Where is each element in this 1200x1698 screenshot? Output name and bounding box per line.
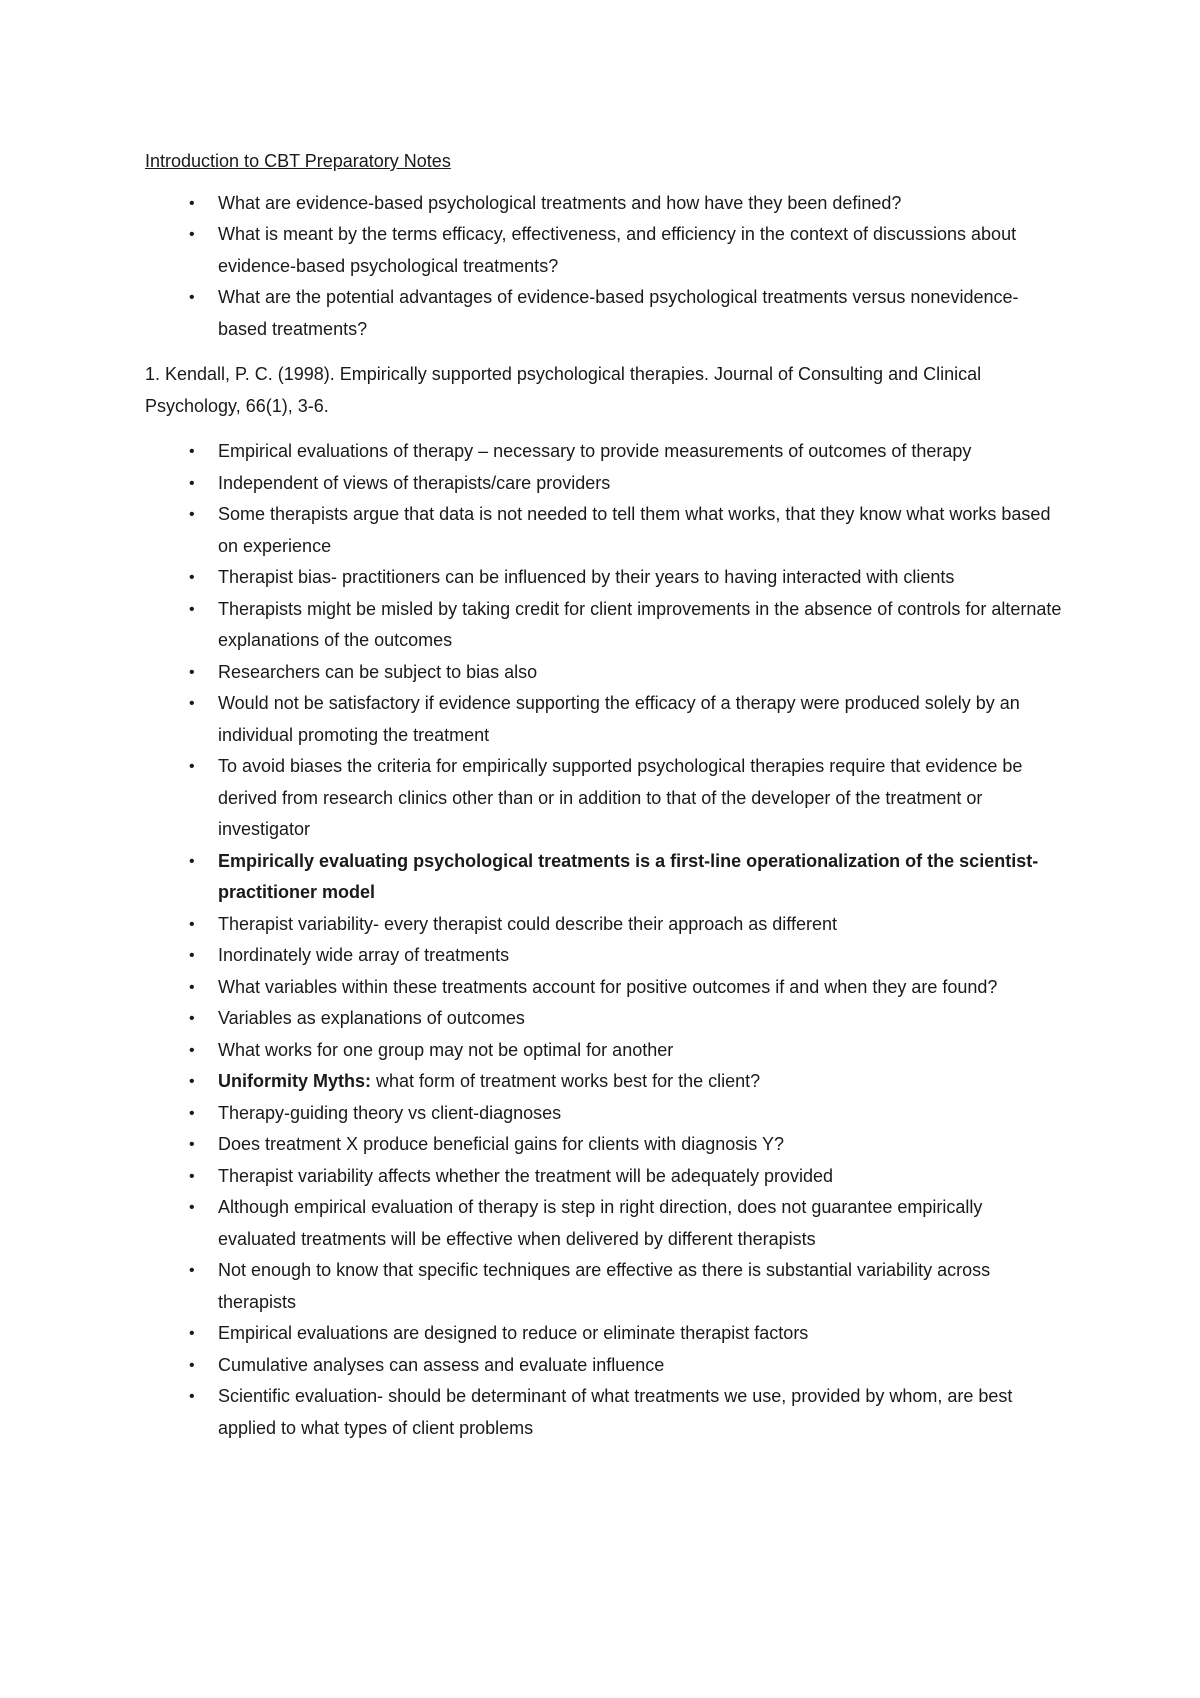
note-item: • Empirical evaluations of therapy – necessary to provide measurements of outcomes of therapy	[145, 436, 1065, 468]
note-item: • Scientific evaluation- should be determinant of what treatments we use, provided by whom, are best applied to what types of client problems	[145, 1381, 1065, 1444]
bullet-icon: •	[189, 600, 195, 618]
bullet-icon: •	[189, 1199, 195, 1216]
bullet-icon: •	[189, 1356, 195, 1374]
notes-list	[145, 436, 1065, 1444]
note-item: • Therapist variability- every therapist could describe their approach as different	[145, 909, 1065, 941]
note-item: • Therapist variability affects whether the treatment will be adequately provided	[145, 1161, 1065, 1193]
bullet-icon: •	[189, 1325, 195, 1342]
bullet-icon: •	[189, 663, 195, 681]
bullet-icon: •	[189, 978, 195, 996]
bullet-icon: •	[189, 1136, 195, 1153]
bullet-icon: •	[189, 226, 195, 243]
bullet-icon: •	[189, 569, 195, 586]
note-item-uniformity: • Uniformity Myths: what form of treatment works best for the client?	[145, 1066, 1065, 1098]
bullet-icon: •	[189, 1073, 195, 1090]
bullet-icon: •	[189, 506, 195, 523]
note-item: • Researchers can be subject to bias also	[145, 657, 1065, 689]
note-item: • Inordinately wide array of treatments	[145, 940, 1065, 972]
note-item: • Therapist bias- practitioners can be influenced by their years to having interacted with clients	[145, 562, 1065, 594]
bullet-icon: •	[189, 1167, 195, 1185]
note-item: • Would not be satisfactory if evidence supporting the efficacy of a therapy were produced solely by an individual promoting the treatment	[145, 688, 1065, 751]
question-item: • What is meant by the terms efficacy, effectiveness, and efficiency in the context of discussions about evidence-based psychological treatments?	[145, 219, 1065, 282]
note-item: • Cumulative analyses can assess and evaluate influence	[145, 1350, 1065, 1382]
bullet-icon: •	[189, 289, 195, 306]
question-item: • What are evidence-based psychological treatments and how have they been defined?	[145, 188, 1065, 220]
note-item: • Independent of views of therapists/care providers	[145, 468, 1065, 500]
question-item: • What are the potential advantages of evidence-based psychological treatments versus nonevidence-based treatments?	[145, 282, 1065, 345]
note-item: • Variables as explanations of outcomes	[145, 1003, 1065, 1035]
bullet-icon: •	[189, 1104, 195, 1122]
note-item: • Does treatment X produce beneficial gains for clients with diagnosis Y?	[145, 1129, 1065, 1161]
bullet-icon: •	[189, 1041, 195, 1059]
bullet-icon: •	[189, 443, 195, 460]
bullet-icon: •	[189, 1010, 195, 1027]
bullet-icon: •	[189, 194, 195, 212]
note-item: • Therapy-guiding theory vs client-diagnoses	[145, 1098, 1065, 1130]
questions-list	[145, 188, 1065, 346]
uniformity-myths-label: Uniformity Myths:	[218, 1071, 371, 1091]
bullet-icon: •	[189, 852, 195, 870]
bullet-icon: •	[189, 474, 195, 492]
bullet-icon: •	[189, 947, 195, 964]
note-item: • Some therapists argue that data is not needed to tell them what works, that they know what works based on experience	[145, 499, 1065, 562]
note-item: • Empirical evaluations are designed to reduce or eliminate therapist factors	[145, 1318, 1065, 1350]
bullet-icon: •	[189, 695, 195, 712]
bullet-icon: •	[189, 1262, 195, 1279]
note-item-emphasis: • Empirically evaluating psychological treatments is a first-line operationalization of the scientist-practitioner model	[145, 846, 1065, 909]
bullet-icon: •	[189, 1388, 195, 1405]
bullet-icon: •	[189, 915, 195, 933]
note-item: • Although empirical evaluation of therapy is step in right direction, does not guarantee empirically evaluated treatments will be effective when delivered by different therapists	[145, 1192, 1065, 1255]
reference-citation: 1. Kendall, P. C. (1998). Empirically supported psychological therapies. Journal of Consulting and Clinical Psychology, 66(1), 3-6.	[145, 364, 982, 416]
note-item: • Not enough to know that specific techniques are effective as there is substantial variability across therapists	[145, 1255, 1065, 1318]
bullet-icon: •	[189, 758, 195, 775]
note-item: • What variables within these treatments account for positive outcomes if and when they are found?	[145, 972, 1065, 1004]
note-item: • To avoid biases the criteria for empirically supported psychological therapies require that evidence be derived from research clinics other than or in addition to that of the developer of the treatment or investigator	[145, 751, 1065, 846]
note-item: • Therapists might be misled by taking credit for client improvements in the absence of controls for alternate explanations of the outcomes	[145, 594, 1065, 657]
document-title: Introduction to CBT Preparatory Notes	[145, 151, 451, 171]
document-body	[145, 146, 1065, 1444]
note-item: • What works for one group may not be optimal for another	[145, 1035, 1065, 1067]
